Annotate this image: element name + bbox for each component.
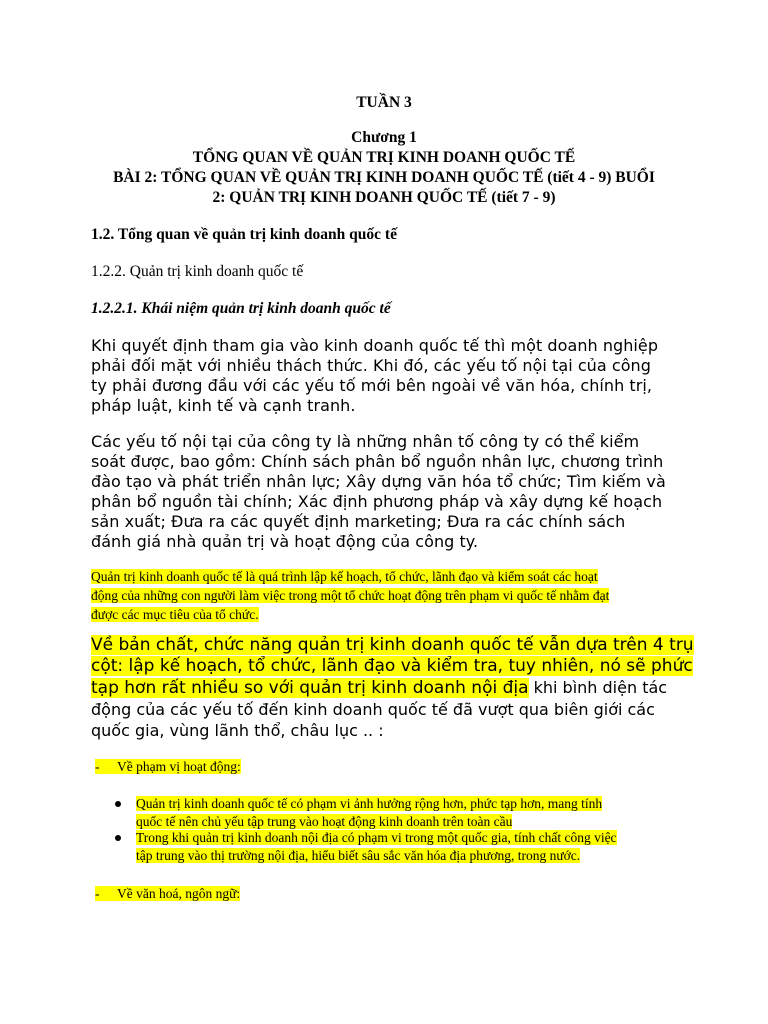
dash-list-item-text: Về văn hoá, ngôn ngữ: [117,886,241,901]
paragraph-3-text: quốc gia, vùng lãnh thổ, châu lục .. : [91,721,384,740]
paragraph-2-line: sản xuất; Đưa ra các quyết định marketing; Đưa ra các chính sách [91,512,626,531]
dash-list-item-text: Về phạm vị hoạt động: [117,759,241,774]
definition-paragraph [91,567,609,624]
section-heading-1-2-2-1: 1.2.2.1. Khái niệm quản trị kinh doanh quốc tế [91,300,391,317]
paragraph-1-line: Khi quyết định tham gia vào kinh doanh quốc tế thì một doanh nghiệp [91,336,659,355]
lesson-title-line-1: BÀI 2: TỔNG QUAN VỀ QUẢN TRỊ KINH DOANH QUỐC TẾ (tiết 4 - 9) BUỔI [113,169,655,186]
bullet-icon [115,835,121,841]
bullet-list-item [115,829,675,865]
paragraph-2-line: soát được, bao gồm: Chính sách phân bổ nguồn nhân lực, chương trình [91,452,664,471]
bullet-text: Quản trị kinh doanh quốc tế có phạm vi ảnh hưởng rộng hơn, phức tạp hơn, mang tính [136,796,603,811]
lesson-title-line-2: 2: QUẢN TRỊ KINH DOANH QUỐC TẾ (tiết 7 - 9) [212,189,556,206]
definition-line: động của những con người làm việc trong một tổ chức hoạt động trên phạm vi quốc tế nhằm đạt [91,588,610,603]
section-heading-1-2: 1.2. Tổng quan về quản trị kinh doanh quốc tế [91,226,397,243]
title-block [80,93,688,113]
bullet-icon [115,801,121,807]
bullet-text: quốc tế nên chủ yếu tập trung vào hoạt động kinh doanh trên toàn cầu [136,814,513,829]
paragraph-1-line: pháp luật, kinh tế và cạnh tranh. [91,396,356,415]
paragraph-2-line: đánh giá nhà quản trị và hoạt động của công ty. [91,532,479,551]
definition-line: Quản trị kinh doanh quốc tế là quá trình lập kế hoạch, tổ chức, lãnh đạo và kiểm soát các hoạt [91,569,598,584]
chapter-subtitle: TỔNG QUAN VỀ QUẢN TRỊ KINH DOANH QUỐC TẾ [192,149,576,166]
paragraph-1-line: ty phải đương đầu với các yếu tố mới bên ngoài về văn hóa, chính trị, [91,376,653,395]
paragraph-3-highlight: cột: lập kế hoạch, tổ chức, lãnh đạo và kiểm tra, tuy nhiên, nó sẽ phức [91,656,693,676]
paragraph-2-line: đào tạo và phát triển nhân lực; Xây dựng văn hóa tổ chức; Tìm kiếm và [91,472,666,491]
dash-list-item [95,757,241,776]
paragraph-2-line: phân bổ nguồn tài chính; Xác định phương pháp và xây dựng kế hoạch [91,492,663,511]
paragraph-1 [91,336,658,416]
paragraph-3-highlight: Về bản chất, chức năng quản trị kinh doanh quốc tế vẫn dựa trên 4 trụ [91,635,694,655]
bullet-text: tập trung vào thị trường nội địa, hiểu biết sâu sắc văn hóa địa phương, trong nước. [136,848,581,863]
paragraph-3-text: động của các yếu tố đến kinh doanh quốc tế đã vượt qua biên giới các [91,700,655,719]
paragraph-3-highlight: tạp hơn rất nhiều so với quản trị kinh doanh nội địa [91,678,529,698]
bullet-list-item [115,795,675,831]
paragraph-3 [91,635,694,741]
dash-list-item [95,884,240,903]
bullet-text: Trong khi quản trị kinh doanh nội địa có phạm vi trong một quốc gia, tính chất công việc [136,830,617,845]
chapter-title: Chương 1 [351,129,417,146]
definition-line: được các mục tiêu của tổ chức. [91,607,259,622]
week-title: TUẦN 3 [356,94,412,111]
paragraph-1-line: phải đối mặt với nhiều thách thức. Khi đó, các yếu tố nội tại của công [91,356,651,375]
paragraph-3-text: khi bình diện tác [528,678,668,697]
dash-marker: - [95,886,100,901]
paragraph-2 [91,432,666,552]
chapter-block [80,128,688,208]
paragraph-2-line: Các yếu tố nội tại của công ty là những nhân tố công ty có thể kiểm [91,432,640,451]
dash-marker: - [95,759,100,774]
section-heading-1-2-2: 1.2.2. Quản trị kinh doanh quốc tế [91,263,304,280]
